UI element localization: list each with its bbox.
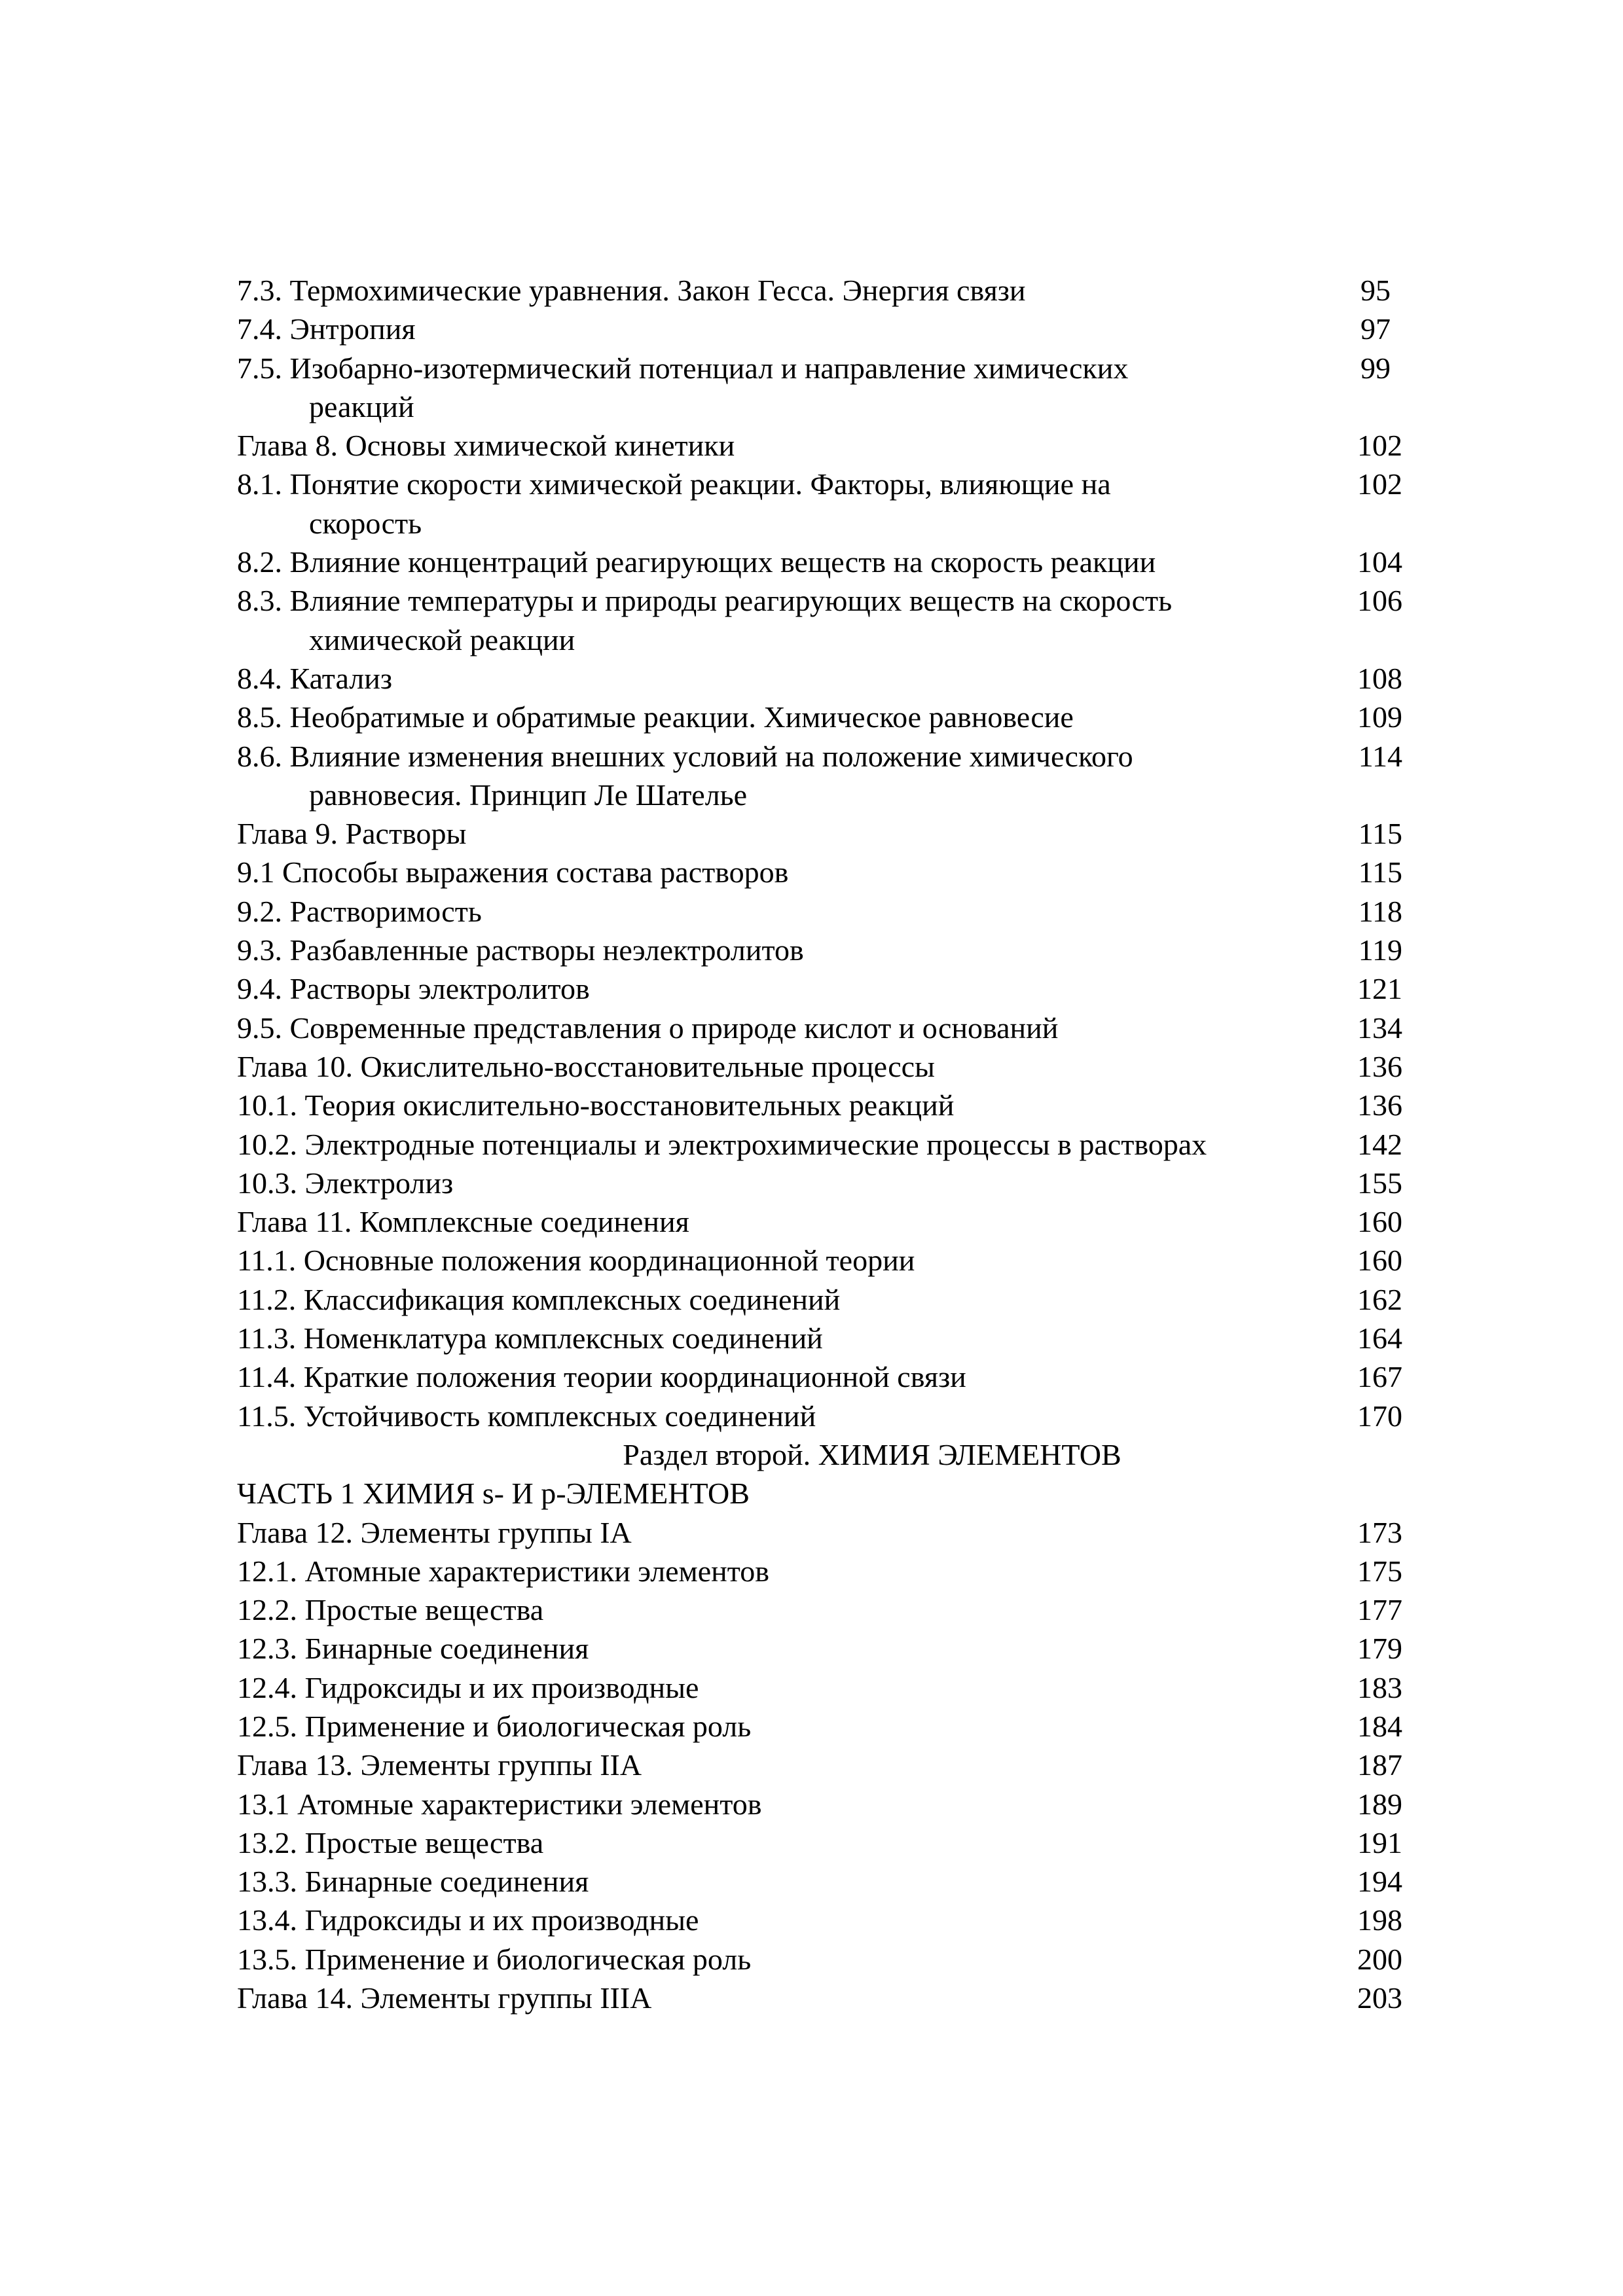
- toc-entry: [237, 1823, 1402, 1862]
- toc-entry-title: [237, 1629, 1298, 1668]
- toc-entry-title-line: Глава 8. Основы химической кинетики: [237, 429, 735, 463]
- toc-entry-page-number: 97: [1360, 312, 1391, 346]
- toc-entry: [237, 1785, 1402, 1823]
- toc-entry-title: [237, 1164, 1298, 1202]
- toc-entry-page-number: 119: [1358, 933, 1402, 967]
- toc-entry-title-line: 13.5. Применение и биологическая роль: [237, 1942, 752, 1976]
- toc-entry-title-line: 8.3. Влияние температуры и природы реагирующих веществ на скорость: [237, 584, 1173, 618]
- toc-entry-page-number: 183: [1357, 1670, 1402, 1704]
- toc-entry-page-number: 136: [1357, 1088, 1402, 1122]
- toc-entry-page-number: 191: [1357, 1825, 1402, 1859]
- toc-entry-title-line: 10.2. Электродные потенциалы и электрохимические процессы в растворах: [237, 1127, 1207, 1161]
- toc-entry: [237, 310, 1402, 348]
- toc-entry: [237, 1940, 1402, 1979]
- toc-entry-page-number: 106: [1357, 584, 1402, 618]
- toc-entry-page-number: 121: [1357, 972, 1402, 1006]
- toc-entry-page-number: 115: [1358, 817, 1402, 851]
- toc-entry-title: [237, 1979, 1298, 2017]
- toc-entry-title-continuation: реакций: [309, 389, 414, 423]
- toc-entry: [237, 1086, 1402, 1124]
- toc-entry: [237, 931, 1402, 969]
- toc-entry-title: [237, 465, 1298, 543]
- toc-entry-page-number: 114: [1358, 739, 1402, 773]
- toc-entry-title: [237, 1785, 1298, 1823]
- toc-entry-title: [237, 698, 1298, 736]
- toc-entry-title-line: 12.3. Бинарные соединения: [237, 1632, 589, 1666]
- toc-entry: [237, 698, 1402, 736]
- toc-entry-title-line: 12.1. Атомные характеристики элементов: [237, 1554, 769, 1588]
- toc-entry-title-line: 13.1 Атомные характеристики элементов: [237, 1787, 762, 1821]
- toc-entry: [237, 892, 1402, 931]
- toc-entry: [237, 1590, 1402, 1629]
- toc-entry-title: [237, 969, 1298, 1008]
- toc-entry: [237, 1319, 1402, 1357]
- toc-entry: [237, 1435, 1402, 1474]
- toc-entry-title-line: 9.4. Растворы электролитов: [237, 972, 590, 1006]
- toc-entry-page-number: 160: [1357, 1244, 1402, 1278]
- toc-entry-title: [237, 1668, 1298, 1707]
- toc-entry: [237, 1357, 1402, 1396]
- toc-entry-title-line: 7.3. Термохимические уравнения. Закон Гесса. Энергия связи: [237, 274, 1026, 307]
- toc-entry-title-line: Глава 10. Окислительно-восстановительные процессы: [237, 1049, 935, 1083]
- toc-entry-title: [237, 1280, 1298, 1319]
- toc-entry-title-line: 9.2. Растворимость: [237, 894, 482, 928]
- toc-entry-title-line: 9.3. Разбавленные растворы неэлектролитов: [237, 933, 804, 967]
- toc-entry-page-number: 95: [1360, 274, 1391, 307]
- toc-entry-title-line: 12.4. Гидроксиды и их производные: [237, 1670, 699, 1704]
- toc-entry-title-line: 8.5. Необратимые и обратимые реакции. Химическое равновесие: [237, 700, 1074, 734]
- toc-entry-title: [237, 1202, 1298, 1241]
- toc-entry: [237, 1862, 1402, 1901]
- toc-entry-title-line: 11.5. Устойчивость комплексных соединений: [237, 1399, 816, 1433]
- toc-entry-title-line: 9.5. Современные представления о природе кислот и оснований: [237, 1011, 1059, 1045]
- toc-entry-page-number: 189: [1357, 1787, 1402, 1821]
- toc-entry-page-number: 108: [1357, 661, 1402, 695]
- toc-entry-title-line: 8.2. Влияние концентраций реагирующих веществ на скорость реакции: [237, 545, 1156, 579]
- toc-entry: [237, 814, 1402, 853]
- toc-entry: [237, 1125, 1402, 1164]
- toc-entry-title: [237, 1009, 1298, 1047]
- toc-entry: [237, 1901, 1402, 1939]
- table-of-contents: [237, 271, 1402, 2017]
- toc-entry-page-number: 170: [1357, 1399, 1402, 1433]
- toc-entry-title: [237, 1901, 1298, 1939]
- toc-entry-title: [237, 271, 1298, 310]
- toc-entry-title: [237, 1086, 1298, 1124]
- toc-entry-title: [237, 1319, 1298, 1357]
- toc-entry-title: [237, 1241, 1298, 1280]
- toc-entry-title-line: 8.1. Понятие скорости химической реакции. Факторы, влияющие на: [237, 467, 1111, 501]
- toc-entry-page-number: 164: [1357, 1321, 1402, 1355]
- toc-entry: [237, 581, 1402, 659]
- toc-entry-page-number: 162: [1357, 1282, 1402, 1316]
- toc-entry-title-line: Глава 11. Комплексные соединения: [237, 1205, 689, 1239]
- toc-entry-title: [237, 931, 1298, 969]
- toc-entry-title: [237, 310, 1298, 348]
- toc-entry-page-number: 115: [1358, 855, 1402, 889]
- toc-entry-page-number: 118: [1358, 894, 1402, 928]
- toc-entry-title-continuation: химической реакции: [309, 622, 575, 656]
- toc-entry: [237, 737, 1402, 815]
- toc-entry-page-number: 102: [1357, 429, 1402, 463]
- toc-entry-title-line: 13.4. Гидроксиды и их производные: [237, 1903, 699, 1937]
- toc-entry-title-line: 11.2. Классификация комплексных соединений: [237, 1282, 841, 1316]
- toc-entry-page-number: 136: [1357, 1049, 1402, 1083]
- toc-entry-title-line: 12.2. Простые вещества: [237, 1593, 544, 1627]
- toc-entry-title-line: Раздел второй. ХИМИЯ ЭЛЕМЕНТОВ: [623, 1437, 1122, 1471]
- toc-entry-title-line: 12.5. Применение и биологическая роль: [237, 1709, 752, 1743]
- toc-entry-title-line: 10.3. Электролиз: [237, 1166, 454, 1200]
- toc-entry-page-number: 160: [1357, 1205, 1402, 1239]
- toc-entry-title: [237, 1125, 1298, 1164]
- toc-entry: [237, 969, 1402, 1008]
- toc-entry-title: [237, 1552, 1298, 1590]
- toc-entry-page-number: 187: [1357, 1748, 1402, 1782]
- toc-entry: [237, 1164, 1402, 1202]
- toc-entry-title: [237, 737, 1298, 815]
- toc-entry-title: [237, 1474, 1298, 1513]
- toc-entry-page-number: 102: [1357, 467, 1402, 501]
- toc-entry-title: [237, 1357, 1298, 1396]
- toc-entry-title-line: 11.1. Основные положения координационной теории: [237, 1244, 915, 1278]
- toc-entry-page-number: 179: [1357, 1632, 1402, 1666]
- toc-entry-title-line: 7.5. Изобарно-изотермический потенциал и направление химических: [237, 351, 1129, 385]
- toc-entry-title: [237, 659, 1298, 698]
- toc-entry: [237, 465, 1402, 543]
- toc-entry-title-line: ЧАСТЬ 1 ХИМИЯ s- И p-ЭЛЕМЕНТОВ: [237, 1477, 750, 1511]
- toc-entry-title: [237, 349, 1298, 427]
- toc-entry-title-line: Глава 13. Элементы группы IIA: [237, 1748, 642, 1782]
- toc-entry-title-line: Глава 12. Элементы группы IA: [237, 1515, 632, 1549]
- toc-entry-title-line: 9.1 Способы выражения состава растворов: [237, 855, 789, 889]
- toc-entry-title: [237, 581, 1298, 659]
- toc-entry-page-number: 203: [1357, 1981, 1402, 2015]
- toc-entry-title: [237, 1397, 1298, 1435]
- toc-entry-page-number: 173: [1357, 1515, 1402, 1549]
- toc-entry-title: [237, 426, 1298, 465]
- toc-entry: [237, 1746, 1402, 1784]
- toc-entry-page-number: 142: [1357, 1127, 1402, 1161]
- toc-entry: [237, 1629, 1402, 1668]
- toc-entry: [237, 1241, 1402, 1280]
- toc-entry-title-line: 13.3. Бинарные соединения: [237, 1865, 589, 1899]
- toc-entry: [237, 1280, 1402, 1319]
- toc-entry-title: [237, 543, 1298, 581]
- toc-entry-page-number: 177: [1357, 1593, 1402, 1627]
- toc-entry-title: [237, 1707, 1298, 1746]
- toc-entry-title: [237, 1047, 1298, 1086]
- toc-entry-title-line: 8.6. Влияние изменения внешних условий на положение химического: [237, 739, 1133, 773]
- toc-entry-page-number: 184: [1357, 1709, 1402, 1743]
- toc-entry: [237, 426, 1402, 465]
- toc-entry-title-line: Глава 9. Растворы: [237, 817, 467, 851]
- toc-entry: [237, 349, 1402, 427]
- toc-entry-title: [237, 1823, 1298, 1862]
- toc-entry-title-continuation: скорость: [309, 506, 422, 540]
- toc-entry-page-number: 155: [1357, 1166, 1402, 1200]
- toc-entry-page-number: 198: [1357, 1903, 1402, 1937]
- toc-entry: [237, 1668, 1402, 1707]
- toc-entry-page-number: 175: [1357, 1554, 1402, 1588]
- toc-entry-title-line: 13.2. Простые вещества: [237, 1825, 544, 1859]
- toc-entry: [237, 1009, 1402, 1047]
- toc-entry-title: [237, 1862, 1298, 1901]
- toc-entry-page-number: 104: [1357, 545, 1402, 579]
- toc-entry-title: [237, 1513, 1298, 1552]
- toc-entry-page-number: 194: [1357, 1865, 1402, 1899]
- toc-entry-page-number: 200: [1357, 1942, 1402, 1976]
- toc-entry-title-continuation: равновесия. Принцип Ле Шателье: [309, 778, 748, 812]
- toc-entry-title-line: Глава 14. Элементы группы IIIA: [237, 1981, 652, 2015]
- toc-entry: [237, 1513, 1402, 1552]
- toc-entry-title: [289, 1435, 1455, 1474]
- toc-entry-title-line: 7.4. Энтропия: [237, 312, 416, 346]
- toc-entry-title: [237, 1940, 1298, 1979]
- toc-entry: [237, 1047, 1402, 1086]
- toc-entry-page-number: 167: [1357, 1360, 1402, 1394]
- toc-entry: [237, 1707, 1402, 1746]
- toc-entry: [237, 1552, 1402, 1590]
- toc-entry: [237, 543, 1402, 581]
- toc-entry: [237, 271, 1402, 310]
- toc-entry-title-line: 8.4. Катализ: [237, 661, 393, 695]
- toc-entry-title: [237, 1746, 1298, 1784]
- toc-entry: [237, 659, 1402, 698]
- toc-entry: [237, 1474, 1402, 1513]
- toc-entry-title: [237, 814, 1298, 853]
- toc-entry-title-line: 11.3. Номенклатура комплексных соединений: [237, 1321, 823, 1355]
- toc-entry-title: [237, 892, 1298, 931]
- toc-entry-title-line: 11.4. Краткие положения теории координационной связи: [237, 1360, 966, 1394]
- toc-entry-title: [237, 853, 1298, 891]
- toc-entry-page-number: 109: [1357, 700, 1402, 734]
- toc-entry-page-number: 99: [1360, 351, 1391, 385]
- toc-entry-page-number: 134: [1357, 1011, 1402, 1045]
- toc-entry-title: [237, 1590, 1298, 1629]
- toc-entry: [237, 1397, 1402, 1435]
- toc-entry-title-line: 10.1. Теория окислительно-восстановительных реакций: [237, 1088, 955, 1122]
- toc-entry: [237, 1979, 1402, 2017]
- toc-entry: [237, 853, 1402, 891]
- toc-entry: [237, 1202, 1402, 1241]
